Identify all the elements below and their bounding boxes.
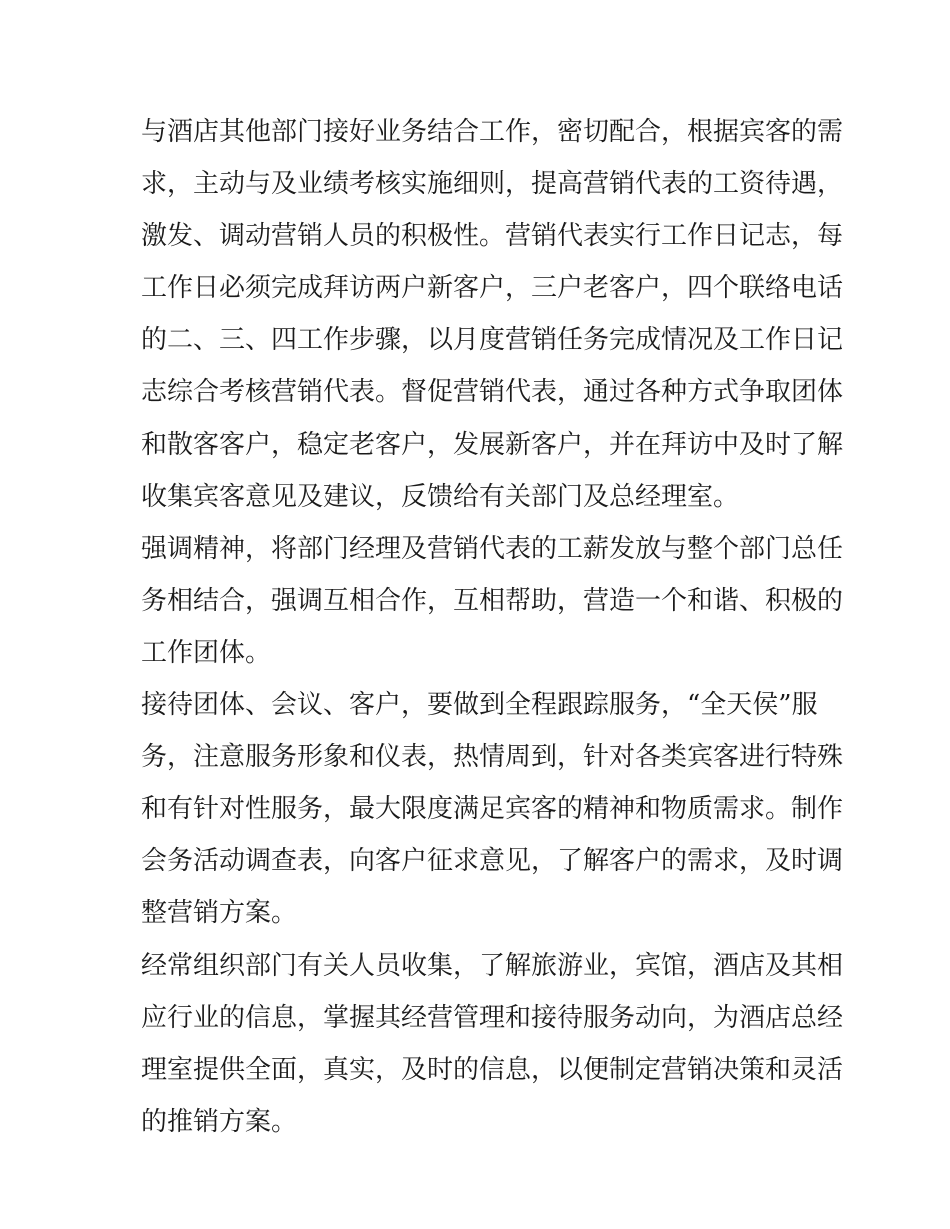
text-line: 和有针对性服务，最大限度满足宾客的精神和物质需求。制作	[141, 794, 844, 825]
text-line: 激发、调动营销人员的积极性。营销代表实行工作日记志，每	[141, 221, 844, 252]
text-line: 接待团体、会议、客户，要做到全程跟踪服务，“全天侯”服	[141, 690, 818, 721]
text-line: 志综合考核营销代表。督促营销代表，通过各种方式争取团体	[141, 377, 844, 408]
paragraph-1	[141, 106, 844, 523]
paragraph-2	[141, 523, 844, 679]
text-line: 务，注意服务形象和仪表，热情周到，针对各类宾客进行特殊	[141, 742, 844, 773]
text-line: 与酒店其他部门接好业务结合工作，密切配合，根据宾客的需	[141, 117, 844, 147]
document-body	[141, 106, 844, 1148]
text-line: 工作日必须完成拜访两户新客户，三户老客户，四个联络电话	[141, 273, 844, 304]
text-line: 应行业的信息，掌握其经营管理和接待服务动向，为酒店总经	[141, 1002, 844, 1033]
text-line: 和散客客户，稳定老客户，发展新客户，并在拜访中及时了解	[141, 429, 844, 460]
paragraph-3	[141, 679, 844, 939]
paragraph-4	[141, 940, 844, 1148]
text-line: 的二、三、四工作步骤，以月度营销任务完成情况及工作日记	[141, 325, 844, 356]
text-line: 强调精神，将部门经理及营销代表的工薪发放与整个部门总任	[141, 533, 844, 564]
text-line: 理室提供全面，真实，及时的信息，以便制定营销决策和灵活	[141, 1054, 844, 1085]
text-line: 整营销方案。	[141, 898, 298, 929]
text-line: 收集宾客意见及建议，反馈给有关部门及总经理室。	[141, 481, 740, 512]
text-line: 求，主动与及业绩考核实施细则，提高营销代表的工资待遇，	[141, 169, 844, 200]
text-line: 的推销方案。	[141, 1106, 298, 1137]
text-line: 会务活动调查表，向客户征求意见，了解客户的需求，及时调	[141, 846, 844, 877]
text-line: 工作团体。	[141, 637, 272, 668]
text-line: 经常组织部门有关人员收集，了解旅游业，宾馆，酒店及其相	[141, 950, 844, 981]
text-line: 务相结合，强调互相合作，互相帮助，营造一个和谐、积极的	[141, 585, 844, 616]
